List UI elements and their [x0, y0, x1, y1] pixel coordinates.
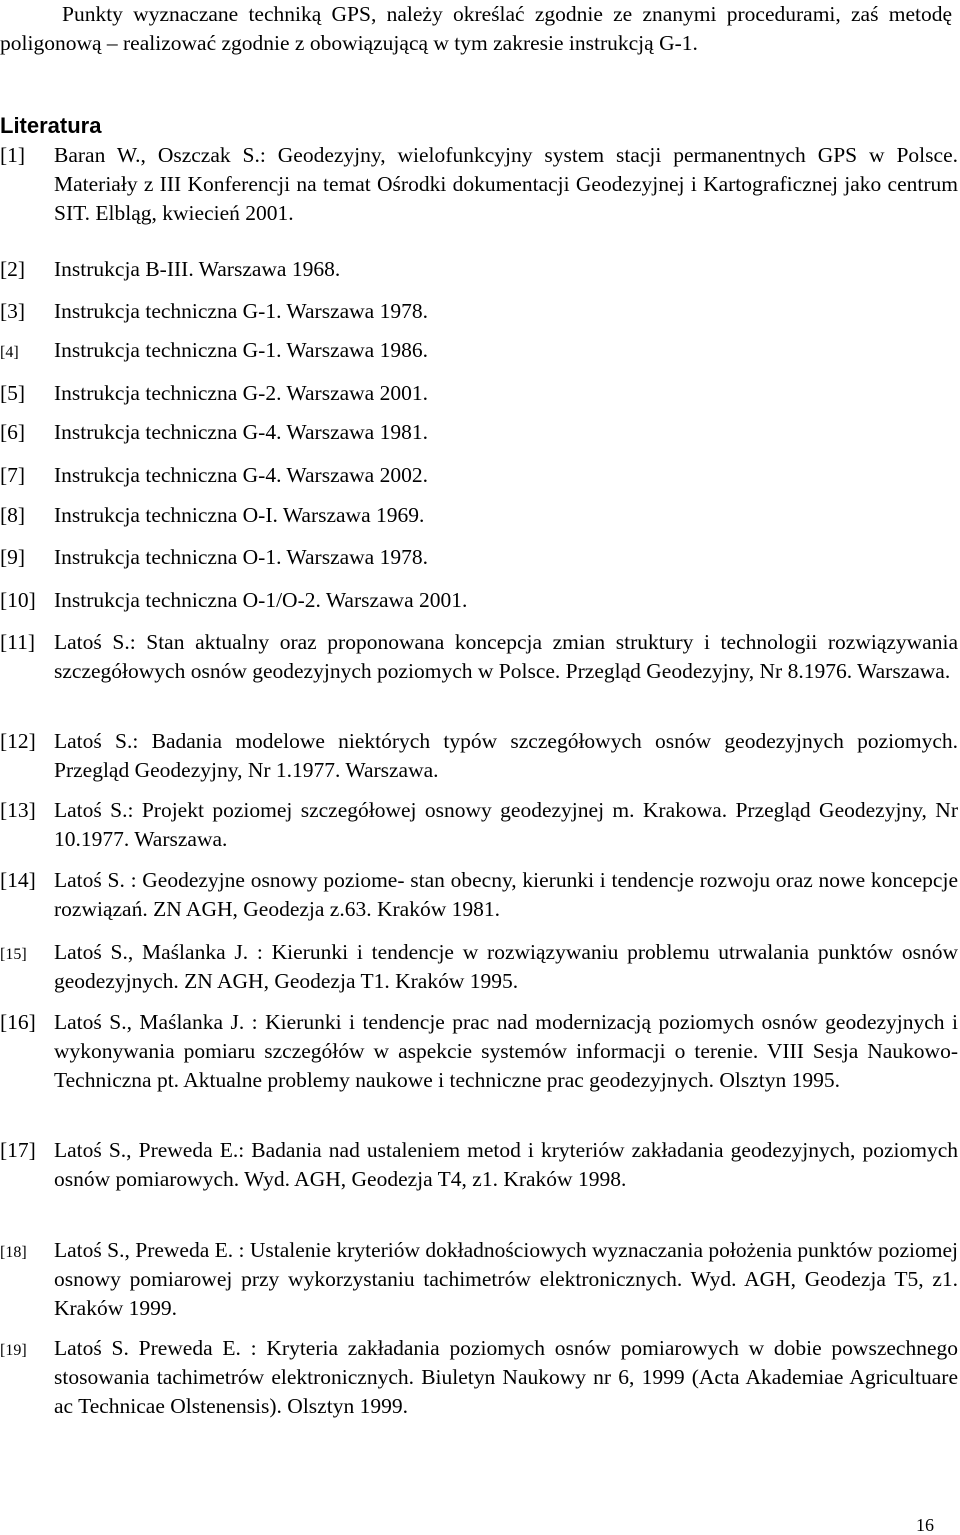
reference-item — [0, 1008, 958, 1095]
reference-number: [15] — [0, 946, 27, 963]
reference-item — [0, 1136, 958, 1194]
reference-number: [5] — [0, 381, 26, 405]
reference-item — [0, 628, 958, 686]
reference-number: [4] — [0, 344, 19, 361]
reference-item — [0, 141, 958, 228]
reference-number: [10] — [0, 588, 36, 612]
reference-text: Instrukcja techniczna G-4. Warszawa 2002. — [54, 463, 428, 487]
reference-text: Latoś S.: Stan aktualny oraz proponowana koncepcja zmian struktury i technologii rozwiązywania szczegółowych osnów geodezyjnych poziomych w Polsce. Przegląd Geodezyjny, Nr 8.1976. Warszawa. — [54, 630, 958, 683]
reference-item — [0, 336, 958, 365]
reference-number: [17] — [0, 1138, 36, 1162]
reference-text: Latoś S. : Geodezyjne osnowy poziome- stan obecny, kierunki i tendencje rozwoju oraz nowe koncepcje rozwiązań. ZN AGH, Geodezja z.63. Kraków 1981. — [54, 868, 958, 921]
reference-text: Instrukcja techniczna G-4. Warszawa 1981. — [54, 420, 428, 444]
reference-item — [0, 255, 958, 284]
reference-item — [0, 501, 958, 530]
reference-number: [2] — [0, 257, 26, 281]
reference-text: Latoś S., Preweda E.: Badania nad ustaleniem metod i kryteriów zakładania geodezyjnych, poziomych osnów pomiarowych. Wyd. AGH, Geodezja T4, z1. Kraków 1998. — [54, 1138, 958, 1191]
reference-number: [8] — [0, 503, 26, 527]
reference-text: Latoś S. Preweda E. : Kryteria zakładania poziomych osnów pomiarowych w dobie powszechnego stosowania tachimetrów elektronicznych. Biuletyn Naukowy nr 6, 1999 (Acta Akademiae Agricultuare ac Technicae Olstenensis). Olsztyn 1999. — [54, 1336, 958, 1418]
reference-number: [6] — [0, 420, 26, 444]
reference-text: Latoś S., Maślanka J. : Kierunki i tendencje prac nad modernizacją poziomych osnów geodezyjnych i wykonywania pomiaru szczegółów w aspekcie systemów informacji o terenie. VIII Sesja Naukowo-Techniczna pt. Aktualne problemy naukowe i techniczne prac geodezyjnych. Olsztyn 1995. — [54, 1010, 958, 1092]
reference-item — [0, 418, 958, 447]
reference-number: [7] — [0, 463, 26, 487]
intro-text: Punkty wyznaczane techniką GPS, należy określać zgodnie ze znanymi procedurami, zaś metodę poligonową – realizować zgodnie z obowiązującą w tym zakresie instrukcją G-1. — [0, 2, 952, 55]
reference-text: Latoś S., Maślanka J. : Kierunki i tendencje w rozwiązywaniu problemu utrwalania punktów osnów geodezyjnych. ZN AGH, Geodezja T1. Kraków 1995. — [54, 940, 958, 993]
reference-item — [0, 461, 958, 490]
reference-text: Instrukcja techniczna G-2. Warszawa 2001. — [54, 381, 428, 405]
reference-text: Instrukcja techniczna G-1. Warszawa 1986. — [54, 338, 428, 362]
reference-number: [3] — [0, 299, 26, 323]
reference-text: Instrukcja techniczna O-I. Warszawa 1969. — [54, 503, 425, 527]
reference-item — [0, 297, 958, 326]
reference-number: [18] — [0, 1244, 27, 1261]
reference-text: Latoś S.: Badania modelowe niektórych typów szczegółowych osnów geodezyjnych poziomych. Przegląd Geodezyjny, Nr 1.1977. Warszawa. — [54, 729, 958, 782]
reference-text: Instrukcja techniczna O-1. Warszawa 1978. — [54, 545, 428, 569]
reference-text: Instrukcja B-III. Warszawa 1968. — [54, 257, 341, 281]
reference-item — [0, 586, 958, 615]
reference-text: Baran W., Oszczak S.: Geodezyjny, wielofunkcyjny system stacji permanentnych GPS w Polsce. Materiały z III Konferencji na temat Ośrodki dokumentacji Geodezyjnej i Kartograficznej jako centrum SIT. Elbląg, kwiecień 2001. — [54, 143, 958, 225]
reference-number: [14] — [0, 868, 36, 892]
reference-item — [0, 796, 958, 854]
reference-item — [0, 938, 958, 996]
reference-item — [0, 1334, 958, 1421]
reference-item — [0, 866, 958, 924]
reference-number: [12] — [0, 729, 36, 753]
reference-number: [11] — [0, 630, 36, 654]
reference-number: [16] — [0, 1010, 36, 1034]
reference-text: Instrukcja techniczna G-1. Warszawa 1978. — [54, 299, 428, 323]
reference-text: Latoś S.: Projekt poziomej szczegółowej osnowy geodezyjnej m. Krakowa. Przegląd Geodezyjny, Nr 10.1977. Warszawa. — [54, 798, 958, 851]
reference-item — [0, 543, 958, 572]
reference-text: Instrukcja techniczna O-1/O-2. Warszawa 2001. — [54, 588, 468, 612]
intro-paragraph — [0, 0, 952, 58]
reference-number: [19] — [0, 1342, 27, 1359]
reference-item — [0, 379, 958, 408]
reference-item — [0, 1236, 958, 1323]
page-number: 16 — [916, 1515, 934, 1535]
reference-number: [13] — [0, 798, 36, 822]
reference-number: [1] — [0, 143, 26, 167]
reference-item — [0, 727, 958, 785]
reference-text: Latoś S., Preweda E. : Ustalenie kryteriów dokładnościowych wyznaczania położenia punktów poziomej osnowy pomiarowej przy wykorzystaniu tachimetrów elektronicznych. Wyd. AGH, Geodezja T5, z1. Kraków 1999. — [54, 1238, 958, 1320]
section-heading: Literatura — [0, 113, 102, 138]
reference-number: [9] — [0, 545, 26, 569]
